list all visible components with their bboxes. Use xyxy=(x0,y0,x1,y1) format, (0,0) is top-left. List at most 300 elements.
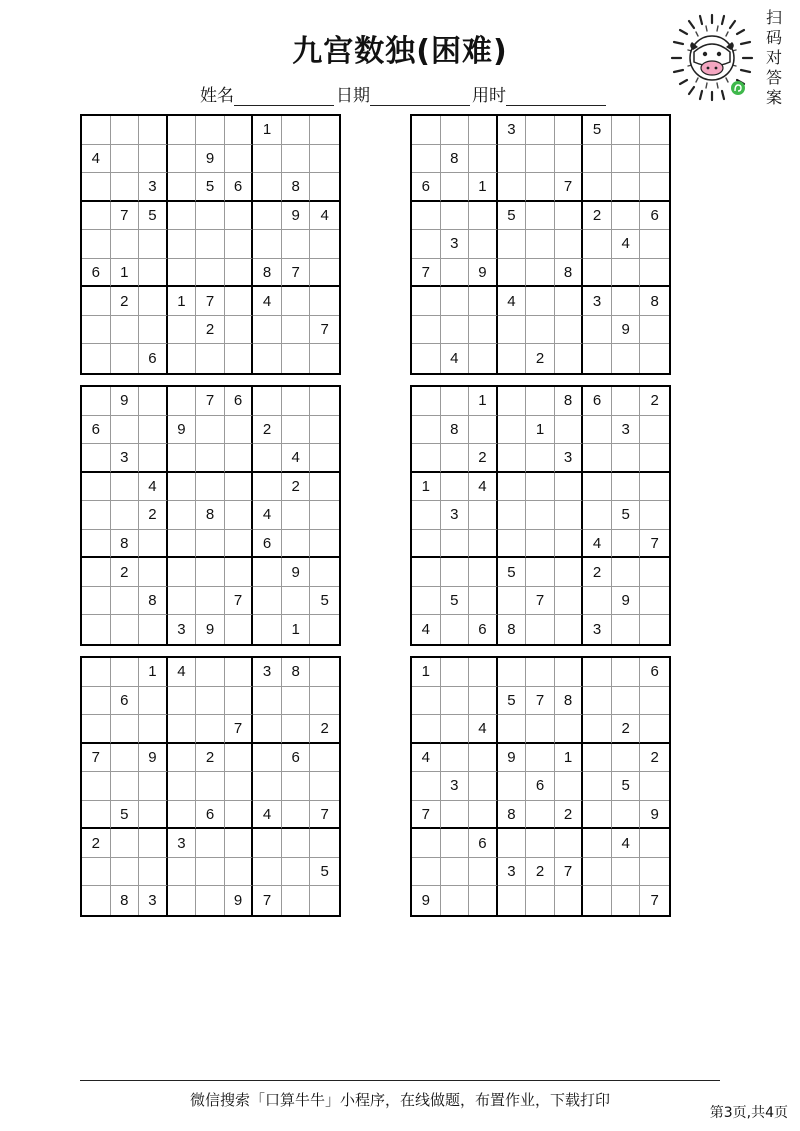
sudoku-cell[interactable] xyxy=(225,530,254,559)
sudoku-cell[interactable] xyxy=(526,558,555,587)
sudoku-cell[interactable] xyxy=(555,344,584,373)
sudoku-cell[interactable] xyxy=(469,344,498,373)
sudoku-cell[interactable] xyxy=(196,886,225,915)
sudoku-cell[interactable] xyxy=(168,259,197,288)
sudoku-cell[interactable] xyxy=(412,202,441,231)
sudoku-cell[interactable] xyxy=(310,473,339,502)
sudoku-cell[interactable] xyxy=(640,344,669,373)
sudoku-cell[interactable] xyxy=(225,444,254,473)
sudoku-cell[interactable] xyxy=(196,344,225,373)
sudoku-cell[interactable] xyxy=(225,202,254,231)
sudoku-cell[interactable] xyxy=(498,259,527,288)
sudoku-cell[interactable] xyxy=(196,587,225,616)
sudoku-cell[interactable] xyxy=(225,829,254,858)
sudoku-cell[interactable] xyxy=(253,473,282,502)
sudoku-cell[interactable] xyxy=(82,202,111,231)
sudoku-cell[interactable] xyxy=(640,558,669,587)
sudoku-cell[interactable] xyxy=(612,658,641,687)
sudoku-cell[interactable] xyxy=(196,530,225,559)
sudoku-cell[interactable] xyxy=(526,259,555,288)
sudoku-cell[interactable] xyxy=(612,287,641,316)
sudoku-cell[interactable] xyxy=(225,658,254,687)
sudoku-cell[interactable] xyxy=(282,416,311,445)
sudoku-cell[interactable] xyxy=(82,230,111,259)
sudoku-cell[interactable] xyxy=(310,344,339,373)
sudoku-cell[interactable] xyxy=(640,829,669,858)
sudoku-cell[interactable] xyxy=(469,145,498,174)
sudoku-cell[interactable] xyxy=(555,558,584,587)
sudoku-cell[interactable] xyxy=(111,116,140,145)
sudoku-cell[interactable] xyxy=(412,316,441,345)
sudoku-cell[interactable] xyxy=(253,772,282,801)
sudoku-cell[interactable] xyxy=(139,416,168,445)
sudoku-cell[interactable] xyxy=(168,444,197,473)
sudoku-cell[interactable] xyxy=(139,444,168,473)
sudoku-cell[interactable] xyxy=(469,886,498,915)
sudoku-cell[interactable] xyxy=(441,829,470,858)
sudoku-cell[interactable] xyxy=(111,145,140,174)
sudoku-cell[interactable] xyxy=(555,145,584,174)
sudoku-cell[interactable] xyxy=(111,230,140,259)
sudoku-cell[interactable] xyxy=(82,801,111,830)
sudoku-cell[interactable] xyxy=(498,344,527,373)
sudoku-cell[interactable] xyxy=(555,615,584,644)
sudoku-cell[interactable] xyxy=(111,316,140,345)
sudoku-cell[interactable] xyxy=(555,530,584,559)
sudoku-cell[interactable] xyxy=(412,530,441,559)
sudoku-cell[interactable] xyxy=(469,744,498,773)
sudoku-cell[interactable] xyxy=(82,173,111,202)
sudoku-cell[interactable] xyxy=(168,116,197,145)
sudoku-cell[interactable] xyxy=(310,116,339,145)
sudoku-cell[interactable] xyxy=(253,173,282,202)
sudoku-cell[interactable] xyxy=(526,501,555,530)
sudoku-cell[interactable] xyxy=(82,772,111,801)
sudoku-cell[interactable] xyxy=(441,615,470,644)
sudoku-cell[interactable] xyxy=(640,615,669,644)
sudoku-cell[interactable] xyxy=(310,416,339,445)
sudoku-cell[interactable] xyxy=(555,230,584,259)
sudoku-cell[interactable] xyxy=(412,387,441,416)
sudoku-cell[interactable] xyxy=(139,530,168,559)
sudoku-cell[interactable] xyxy=(612,801,641,830)
sudoku-cell[interactable] xyxy=(583,772,612,801)
sudoku-cell[interactable] xyxy=(253,444,282,473)
sudoku-cell[interactable] xyxy=(282,116,311,145)
sudoku-cell[interactable] xyxy=(640,259,669,288)
sudoku-cell[interactable] xyxy=(225,344,254,373)
sudoku-cell[interactable] xyxy=(282,772,311,801)
sudoku-cell[interactable] xyxy=(526,387,555,416)
sudoku-cell[interactable] xyxy=(253,316,282,345)
sudoku-cell[interactable] xyxy=(640,715,669,744)
sudoku-cell[interactable] xyxy=(282,829,311,858)
sudoku-cell[interactable] xyxy=(526,530,555,559)
sudoku-cell[interactable] xyxy=(555,772,584,801)
sudoku-cell[interactable] xyxy=(469,416,498,445)
sudoku-cell[interactable] xyxy=(111,344,140,373)
sudoku-cell[interactable] xyxy=(168,145,197,174)
sudoku-cell[interactable] xyxy=(583,886,612,915)
sudoku-cell[interactable] xyxy=(441,387,470,416)
sudoku-cell[interactable] xyxy=(168,473,197,502)
sudoku-cell[interactable] xyxy=(168,344,197,373)
sudoku-cell[interactable] xyxy=(583,501,612,530)
sudoku-cell[interactable] xyxy=(310,145,339,174)
qr-code-icon[interactable] xyxy=(666,12,758,104)
sudoku-cell[interactable] xyxy=(583,316,612,345)
sudoku-cell[interactable] xyxy=(555,202,584,231)
sudoku-cell[interactable] xyxy=(640,444,669,473)
sudoku-cell[interactable] xyxy=(526,202,555,231)
sudoku-cell[interactable] xyxy=(555,316,584,345)
sudoku-cell[interactable] xyxy=(469,202,498,231)
sudoku-cell[interactable] xyxy=(583,744,612,773)
sudoku-cell[interactable] xyxy=(583,416,612,445)
sudoku-cell[interactable] xyxy=(555,715,584,744)
sudoku-cell[interactable] xyxy=(498,145,527,174)
sudoku-cell[interactable] xyxy=(583,858,612,887)
sudoku-cell[interactable] xyxy=(640,687,669,716)
sudoku-cell[interactable] xyxy=(555,287,584,316)
sudoku-cell[interactable] xyxy=(612,744,641,773)
sudoku-cell[interactable] xyxy=(225,858,254,887)
sudoku-cell[interactable] xyxy=(82,558,111,587)
sudoku-cell[interactable] xyxy=(282,344,311,373)
sudoku-cell[interactable] xyxy=(441,687,470,716)
sudoku-cell[interactable] xyxy=(139,715,168,744)
sudoku-cell[interactable] xyxy=(555,116,584,145)
sudoku-cell[interactable] xyxy=(526,116,555,145)
sudoku-cell[interactable] xyxy=(612,473,641,502)
sudoku-cell[interactable] xyxy=(583,344,612,373)
sudoku-cell[interactable] xyxy=(640,316,669,345)
sudoku-cell[interactable] xyxy=(282,230,311,259)
sudoku-cell[interactable] xyxy=(225,259,254,288)
sudoku-cell[interactable] xyxy=(412,587,441,616)
sudoku-cell[interactable] xyxy=(168,687,197,716)
sudoku-cell[interactable] xyxy=(612,387,641,416)
sudoku-cell[interactable] xyxy=(441,715,470,744)
sudoku-cell[interactable] xyxy=(282,287,311,316)
sudoku-cell[interactable] xyxy=(441,744,470,773)
sudoku-cell[interactable] xyxy=(498,230,527,259)
sudoku-cell[interactable] xyxy=(225,801,254,830)
sudoku-cell[interactable] xyxy=(82,287,111,316)
sudoku-cell[interactable] xyxy=(82,615,111,644)
sudoku-cell[interactable] xyxy=(139,858,168,887)
sudoku-cell[interactable] xyxy=(82,344,111,373)
sudoku-cell[interactable] xyxy=(139,259,168,288)
sudoku-cell[interactable] xyxy=(196,687,225,716)
sudoku-cell[interactable] xyxy=(412,287,441,316)
sudoku-cell[interactable] xyxy=(225,416,254,445)
sudoku-cell[interactable] xyxy=(282,316,311,345)
sudoku-cell[interactable] xyxy=(82,886,111,915)
sudoku-cell[interactable] xyxy=(196,858,225,887)
sudoku-cell[interactable] xyxy=(469,230,498,259)
sudoku-cell[interactable] xyxy=(583,715,612,744)
sudoku-cell[interactable] xyxy=(612,687,641,716)
sudoku-cell[interactable] xyxy=(612,145,641,174)
sudoku-cell[interactable] xyxy=(139,687,168,716)
sudoku-cell[interactable] xyxy=(469,558,498,587)
sudoku-cell[interactable] xyxy=(82,444,111,473)
sudoku-cell[interactable] xyxy=(196,202,225,231)
sudoku-cell[interactable] xyxy=(469,116,498,145)
sudoku-cell[interactable] xyxy=(412,772,441,801)
sudoku-cell[interactable] xyxy=(82,687,111,716)
sudoku-cell[interactable] xyxy=(82,530,111,559)
sudoku-cell[interactable] xyxy=(168,558,197,587)
sudoku-cell[interactable] xyxy=(282,145,311,174)
sudoku-cell[interactable] xyxy=(139,615,168,644)
sudoku-cell[interactable] xyxy=(441,858,470,887)
sudoku-cell[interactable] xyxy=(139,287,168,316)
sudoku-cell[interactable] xyxy=(310,744,339,773)
sudoku-cell[interactable] xyxy=(640,173,669,202)
sudoku-cell[interactable] xyxy=(111,473,140,502)
sudoku-cell[interactable] xyxy=(168,772,197,801)
sudoku-cell[interactable] xyxy=(412,829,441,858)
sudoku-cell[interactable] xyxy=(168,530,197,559)
sudoku-cell[interactable] xyxy=(82,658,111,687)
sudoku-cell[interactable] xyxy=(612,530,641,559)
sudoku-cell[interactable] xyxy=(282,886,311,915)
sudoku-cell[interactable] xyxy=(412,715,441,744)
sudoku-cell[interactable] xyxy=(253,715,282,744)
sudoku-cell[interactable] xyxy=(225,772,254,801)
sudoku-cell[interactable] xyxy=(82,858,111,887)
sudoku-cell[interactable] xyxy=(498,501,527,530)
sudoku-cell[interactable] xyxy=(310,829,339,858)
sudoku-cell[interactable] xyxy=(469,687,498,716)
sudoku-cell[interactable] xyxy=(441,444,470,473)
sudoku-cell[interactable] xyxy=(526,744,555,773)
sudoku-cell[interactable] xyxy=(412,501,441,530)
sudoku-cell[interactable] xyxy=(612,444,641,473)
sudoku-cell[interactable] xyxy=(583,230,612,259)
sudoku-cell[interactable] xyxy=(253,829,282,858)
sudoku-cell[interactable] xyxy=(412,858,441,887)
sudoku-cell[interactable] xyxy=(583,587,612,616)
sudoku-cell[interactable] xyxy=(441,801,470,830)
sudoku-cell[interactable] xyxy=(412,444,441,473)
sudoku-cell[interactable] xyxy=(583,801,612,830)
sudoku-cell[interactable] xyxy=(526,658,555,687)
sudoku-cell[interactable] xyxy=(225,316,254,345)
sudoku-cell[interactable] xyxy=(583,687,612,716)
sudoku-cell[interactable] xyxy=(412,230,441,259)
sudoku-cell[interactable] xyxy=(111,587,140,616)
sudoku-cell[interactable] xyxy=(82,387,111,416)
sudoku-cell[interactable] xyxy=(498,473,527,502)
sudoku-cell[interactable] xyxy=(640,587,669,616)
sudoku-cell[interactable] xyxy=(225,145,254,174)
sudoku-cell[interactable] xyxy=(441,287,470,316)
sudoku-cell[interactable] xyxy=(583,444,612,473)
sudoku-cell[interactable] xyxy=(225,744,254,773)
sudoku-cell[interactable] xyxy=(310,501,339,530)
sudoku-cell[interactable] xyxy=(225,615,254,644)
sudoku-cell[interactable] xyxy=(441,173,470,202)
sudoku-cell[interactable] xyxy=(111,615,140,644)
sudoku-cell[interactable] xyxy=(253,202,282,231)
sudoku-cell[interactable] xyxy=(498,530,527,559)
sudoku-cell[interactable] xyxy=(640,501,669,530)
sudoku-cell[interactable] xyxy=(555,501,584,530)
sudoku-cell[interactable] xyxy=(310,444,339,473)
sudoku-cell[interactable] xyxy=(82,587,111,616)
sudoku-cell[interactable] xyxy=(526,230,555,259)
sudoku-cell[interactable] xyxy=(526,173,555,202)
sudoku-cell[interactable] xyxy=(310,615,339,644)
sudoku-cell[interactable] xyxy=(441,886,470,915)
sudoku-cell[interactable] xyxy=(310,886,339,915)
sudoku-cell[interactable] xyxy=(111,829,140,858)
sudoku-cell[interactable] xyxy=(310,287,339,316)
sudoku-cell[interactable] xyxy=(526,615,555,644)
sudoku-cell[interactable] xyxy=(282,715,311,744)
sudoku-cell[interactable] xyxy=(441,259,470,288)
sudoku-cell[interactable] xyxy=(441,316,470,345)
sudoku-cell[interactable] xyxy=(498,173,527,202)
sudoku-cell[interactable] xyxy=(196,658,225,687)
sudoku-cell[interactable] xyxy=(498,444,527,473)
sudoku-cell[interactable] xyxy=(168,230,197,259)
sudoku-cell[interactable] xyxy=(282,858,311,887)
sudoku-cell[interactable] xyxy=(412,687,441,716)
sudoku-cell[interactable] xyxy=(196,444,225,473)
sudoku-cell[interactable] xyxy=(168,501,197,530)
sudoku-cell[interactable] xyxy=(412,558,441,587)
sudoku-cell[interactable] xyxy=(555,658,584,687)
sudoku-cell[interactable] xyxy=(225,287,254,316)
sudoku-cell[interactable] xyxy=(612,858,641,887)
sudoku-cell[interactable] xyxy=(253,687,282,716)
sudoku-cell[interactable] xyxy=(253,230,282,259)
sudoku-cell[interactable] xyxy=(111,416,140,445)
sudoku-cell[interactable] xyxy=(612,259,641,288)
sudoku-cell[interactable] xyxy=(168,801,197,830)
sudoku-cell[interactable] xyxy=(253,587,282,616)
sudoku-cell[interactable] xyxy=(612,886,641,915)
sudoku-cell[interactable] xyxy=(139,558,168,587)
sudoku-cell[interactable] xyxy=(111,501,140,530)
sudoku-cell[interactable] xyxy=(498,316,527,345)
sudoku-cell[interactable] xyxy=(469,858,498,887)
sudoku-cell[interactable] xyxy=(612,615,641,644)
sudoku-cell[interactable] xyxy=(469,501,498,530)
sudoku-cell[interactable] xyxy=(310,173,339,202)
sudoku-cell[interactable] xyxy=(82,316,111,345)
sudoku-cell[interactable] xyxy=(196,416,225,445)
sudoku-cell[interactable] xyxy=(196,829,225,858)
sudoku-cell[interactable] xyxy=(253,744,282,773)
sudoku-cell[interactable] xyxy=(441,658,470,687)
sudoku-cell[interactable] xyxy=(498,886,527,915)
sudoku-cell[interactable] xyxy=(526,444,555,473)
sudoku-cell[interactable] xyxy=(310,658,339,687)
sudoku-cell[interactable] xyxy=(82,715,111,744)
sudoku-cell[interactable] xyxy=(168,316,197,345)
sudoku-cell[interactable] xyxy=(111,715,140,744)
sudoku-cell[interactable] xyxy=(441,116,470,145)
sudoku-cell[interactable] xyxy=(526,829,555,858)
sudoku-cell[interactable] xyxy=(111,173,140,202)
sudoku-cell[interactable] xyxy=(498,416,527,445)
sudoku-cell[interactable] xyxy=(82,473,111,502)
sudoku-cell[interactable] xyxy=(225,687,254,716)
sudoku-cell[interactable] xyxy=(253,615,282,644)
sudoku-cell[interactable] xyxy=(555,829,584,858)
sudoku-cell[interactable] xyxy=(612,116,641,145)
sudoku-cell[interactable] xyxy=(412,116,441,145)
sudoku-cell[interactable] xyxy=(640,230,669,259)
sudoku-cell[interactable] xyxy=(111,744,140,773)
sudoku-cell[interactable] xyxy=(82,501,111,530)
sudoku-cell[interactable] xyxy=(583,145,612,174)
sudoku-cell[interactable] xyxy=(168,387,197,416)
sudoku-cell[interactable] xyxy=(555,587,584,616)
sudoku-cell[interactable] xyxy=(583,829,612,858)
sudoku-cell[interactable] xyxy=(526,473,555,502)
sudoku-cell[interactable] xyxy=(469,587,498,616)
sudoku-cell[interactable] xyxy=(498,587,527,616)
sudoku-cell[interactable] xyxy=(253,558,282,587)
sudoku-cell[interactable] xyxy=(196,259,225,288)
sudoku-cell[interactable] xyxy=(412,416,441,445)
sudoku-cell[interactable] xyxy=(225,473,254,502)
sudoku-cell[interactable] xyxy=(310,558,339,587)
sudoku-cell[interactable] xyxy=(441,473,470,502)
sudoku-cell[interactable] xyxy=(555,473,584,502)
sudoku-cell[interactable] xyxy=(583,658,612,687)
sudoku-cell[interactable] xyxy=(111,858,140,887)
sudoku-cell[interactable] xyxy=(253,145,282,174)
sudoku-cell[interactable] xyxy=(469,316,498,345)
sudoku-cell[interactable] xyxy=(526,801,555,830)
sudoku-cell[interactable] xyxy=(139,316,168,345)
sudoku-cell[interactable] xyxy=(583,259,612,288)
sudoku-cell[interactable] xyxy=(498,772,527,801)
sudoku-cell[interactable] xyxy=(310,687,339,716)
sudoku-cell[interactable] xyxy=(526,316,555,345)
sudoku-cell[interactable] xyxy=(139,387,168,416)
sudoku-cell[interactable] xyxy=(555,886,584,915)
sudoku-cell[interactable] xyxy=(526,145,555,174)
sudoku-cell[interactable] xyxy=(498,715,527,744)
sudoku-cell[interactable] xyxy=(441,558,470,587)
sudoku-cell[interactable] xyxy=(225,116,254,145)
sudoku-cell[interactable] xyxy=(526,886,555,915)
sudoku-cell[interactable] xyxy=(196,473,225,502)
sudoku-cell[interactable] xyxy=(526,287,555,316)
sudoku-cell[interactable] xyxy=(139,829,168,858)
sudoku-cell[interactable] xyxy=(583,173,612,202)
sudoku-cell[interactable] xyxy=(139,801,168,830)
sudoku-cell[interactable] xyxy=(412,145,441,174)
sudoku-cell[interactable] xyxy=(168,858,197,887)
sudoku-cell[interactable] xyxy=(196,558,225,587)
sudoku-cell[interactable] xyxy=(253,344,282,373)
sudoku-cell[interactable] xyxy=(282,801,311,830)
sudoku-cell[interactable] xyxy=(168,744,197,773)
sudoku-cell[interactable] xyxy=(253,858,282,887)
sudoku-cell[interactable] xyxy=(441,202,470,231)
sudoku-cell[interactable] xyxy=(640,772,669,801)
sudoku-cell[interactable] xyxy=(612,344,641,373)
